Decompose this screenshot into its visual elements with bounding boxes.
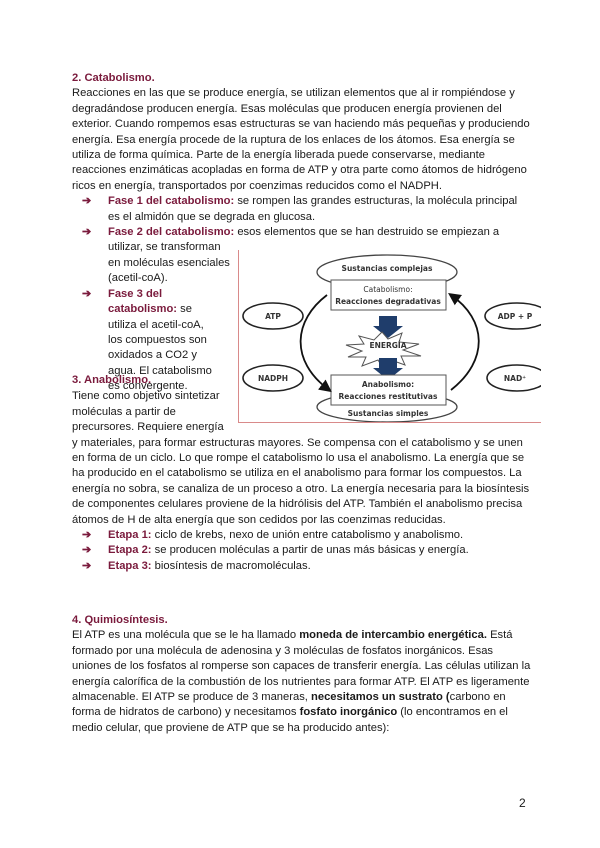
text: carbono en forma de hidratos de carbono) y necesitamos [72,691,506,719]
bullet-etapa2 [72,543,532,558]
fase2-text: esos elementos que se han destruido se empiezan a [234,226,500,239]
fase2-text-cont: utilizar, se transforman en moléculas esenciales (acetil-coA). [108,241,230,285]
nad-label: NAD⁺ [503,374,527,383]
nadph-label: NADPH [257,374,289,383]
etapa-text: biosíntesis de macromoléculas. [151,559,311,572]
etapa-text: se producen moléculas a partir de unas más básicas y energía. [151,544,469,557]
fase2-label: Fase 2 del catabolismo: [108,226,235,239]
arrow-icon: ➔ [82,529,92,542]
bottom-oval-label: Sustancias simples [347,409,429,418]
bold-text: moneda de intercambio energética. [299,629,487,642]
ana-title: Anabolismo: [361,380,415,389]
heading-catabolismo: 2. Catabolismo. [72,72,155,84]
etapa-label: Etapa 3: [108,559,152,572]
top-oval-label: Sustancias complejas [341,264,433,273]
etapa-label: Etapa 2: [108,544,152,557]
cat-title: Catabolismo: [363,285,413,294]
heading-anabolismo: 3. Anabolismo. [72,374,152,386]
fase3-text: se utiliza el acetil-coA, los compuestos son oxidados a CO2 y agua. El catabolismo es convergente. [108,303,212,393]
adp-label: ADP + P [497,312,533,321]
fase1-text: se rompen las grandes estructuras, la molécula principal es el almidón que se degrada en glucosa. [108,195,518,223]
text: El ATP es una molécula que se le ha llamado [72,629,300,642]
heading-quimiosintesis: 4. Quimiosíntesis. [72,614,168,626]
arrow-icon: ➔ [82,544,92,557]
bullet-etapa1 [72,528,532,543]
etapa-label: Etapa 1: [108,529,152,542]
atp-label: ATP [265,312,281,321]
etapa-text: ciclo de krebs, nexo de unión entre catabolismo y anabolismo. [151,529,464,542]
text: (lo encontramos en el medio celular, que proviene de ATP que se ha producido antes): [72,706,508,734]
left-cycle-arrow [301,295,329,390]
bold-text: necesitamos un sustrato ( [311,691,450,704]
ana-sub: Reacciones restitutivas [338,392,438,401]
text: Está formado por una molécula de adenosina y 3 moléculas de fosfatos inorgánicos. Esas uniones de los fosfatos al romperse son capaces de transferir energía. Las células utilizan la energía calorífica de la combustión de los nutrientes para formar ATP. El ATP es ligeramente almacenable. El ATP se produce de 3 maneras, [72,629,531,704]
anabolismo-paragraph: y materiales, para formar estructuras mayores. Se compensa con el catabolismo y se unen en forma de un ciclo. Lo que rompe el catabolismo lo usa el anabolismo. La energía que se ha producido en el catabolismo se utiliza en el anabolismo para formar los compuestos. La energía no sobra, se canaliza de un proceso a otro. La energía necesaria para la biosíntesis de componentes celulares proviene de la hidrólisis del ATP. También el anabolismo precisa átomos de H de alta energía que son cedidos por las coenzimas reducidas. [72,436,530,526]
arrow-icon: ➔ [82,195,92,208]
bold-text: fosfato inorgánico [299,706,398,719]
bullet-fase1 [72,194,532,225]
catabolismo-paragraph: Reacciones en las que se produce energía, se utilizan elementos que al ir rompiéndose y degradándose producen energía. Esas moléculas que producen energía provienen del exterior. Cuando rompemos esas estructuras se van haciendo más pequeñas y produciendo energía. Esa energía procede de la ruptura de los enlaces de los átomos. Esa energía se utiliza de forma química. Parte de la energía liberada puede conservarse, mediante reacciones enzimáticas acopladas en forma de ATP y otra parte como átomos de hidrógeno ricos en energía, transportados por coenzimas reducidos como el NADPH. [72,87,530,192]
section-quimiosintesis [72,613,532,736]
quimiosintesis-paragraph [72,628,532,736]
fase1-label: Fase 1 del catabolismo: [108,195,235,208]
page-number: 2 [519,796,526,810]
arrow-icon: ➔ [82,226,92,239]
energy-label: ENERGÍA [369,341,407,350]
metabolism-diagram [238,250,541,423]
arrow-icon: ➔ [82,287,92,300]
bullet-etapa3 [72,559,532,574]
cat-sub: Reacciones degradativas [335,297,441,306]
anabolismo-intro: Tiene como objetivo sintetizar moléculas a partir de precursores. Requiere energía [72,390,224,434]
right-cycle-arrow [451,295,479,390]
arrow-icon: ➔ [82,559,92,572]
fase3-label: Fase 3 del catabolismo: [108,287,178,316]
